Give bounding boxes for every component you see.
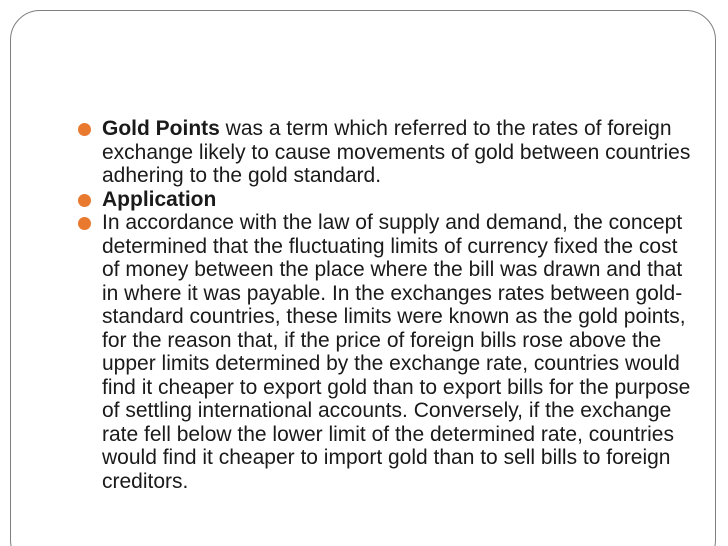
bullet-dot-icon <box>78 217 91 230</box>
bullet-bold-term: Gold Points <box>102 117 220 140</box>
bullet-text: In accordance with the law of supply and demand, the concept determined that the fluctuating limits of currency fixed the cost of money between the place where the bill was drawn and that in where it was payable. In the exchanges rates between gold-standard countries, these limits were known as the gold points, for the reason that, if the price of foreign bills rose above the upper limits determined by the exchange rate, countries would find it cheaper to export gold than to export bills for the purpose of settling international accounts. Conversely, if the exchange rate fell below the lower limit of the determined rate, countries would find it cheaper to import gold than to sell bills to foreign creditors. <box>102 211 691 493</box>
bullet-item-gold-points <box>80 117 700 188</box>
bullet-heading: Application <box>102 187 217 211</box>
bullet-item-explanation <box>80 211 700 493</box>
bullet-text: was a term which referred to the rates of foreign exchange likely to cause movements of gold between countries adhering to the gold standard. <box>102 117 691 187</box>
bullet-dot-icon <box>78 194 91 207</box>
bullet-list <box>80 117 700 493</box>
bullet-item-application <box>80 188 700 212</box>
bullet-dot-icon <box>78 123 91 136</box>
